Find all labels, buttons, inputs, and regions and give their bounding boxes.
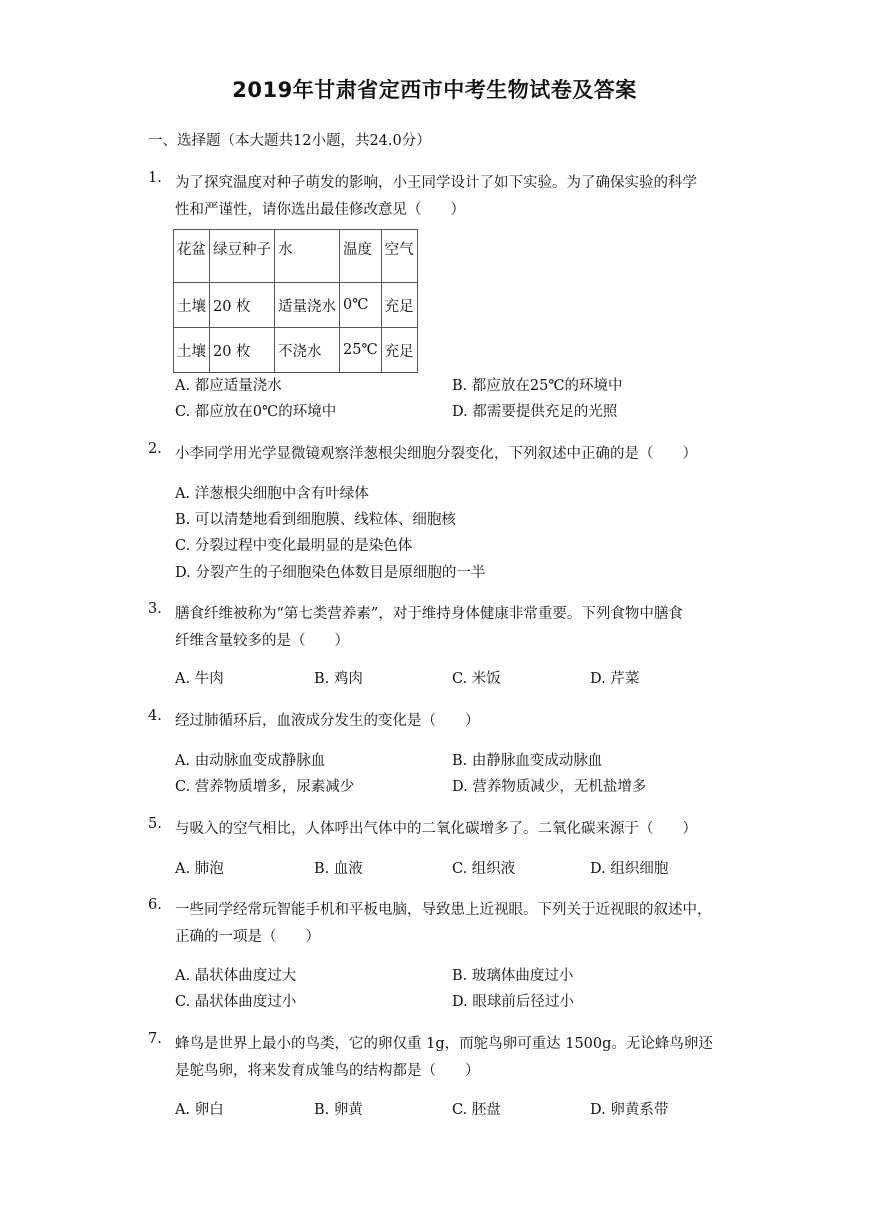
table-cell: 适量浇水 — [275, 283, 340, 328]
question-text-line: 是鸵鸟卵，将来发育成雏鸟的结构都是（ ） — [175, 1063, 480, 1079]
table-cell: 20 枚 — [210, 328, 275, 373]
option-d: D. 卵黄系带 — [590, 1102, 669, 1118]
option-d: D. 眼球前后径过小 — [452, 994, 574, 1010]
question-text-line: 与吸入的空气相比，人体呼出气体中的二氧化碳增多了。二氧化碳来源于（ ） — [175, 821, 697, 837]
option-b: B. 玻璃体曲度过小 — [452, 968, 574, 984]
option-a: A. 卵白 — [175, 1102, 224, 1118]
question-4 — [148, 708, 738, 735]
table-row — [174, 283, 418, 328]
option-c: C. 都应放在0℃的环境中 — [175, 404, 337, 420]
question-text-line: 蜂鸟是世界上最小的鸟类，它的卵仅重 1g，而鸵鸟卵可重达 1500g。无论蜂鸟卵还 — [175, 1036, 713, 1052]
question-text-line: 性和严谨性，请你选出最佳修改意见（ ） — [175, 202, 465, 218]
question-text-line: 正确的一项是（ ） — [175, 929, 320, 945]
option-c: C. 胚盘 — [452, 1102, 501, 1118]
option-c: C. 组织液 — [452, 861, 516, 877]
table-header-cell: 温度 — [340, 230, 382, 283]
option-b: B. 卵黄 — [314, 1102, 363, 1118]
option-b: B. 由静脉血变成动脉血 — [452, 753, 603, 769]
table-cell: 25℃ — [340, 328, 382, 373]
option-b: B. 都应放在25℃的环境中 — [452, 378, 623, 394]
section-heading: 一、选择题（本大题共12小题，共24.0分） — [148, 133, 431, 149]
option-c: C. 营养物质增多，尿素减少 — [175, 779, 355, 795]
question-number: 5. — [148, 816, 162, 832]
question-5 — [148, 816, 738, 843]
option-d: D. 都需要提供充足的光照 — [452, 404, 618, 420]
table-cell: 0℃ — [340, 283, 382, 328]
question-number: 4. — [148, 708, 162, 724]
table-header-row — [174, 230, 418, 283]
option-a: A. 晶状体曲度过大 — [175, 968, 297, 984]
question-text-line: 经过肺循环后，血液成分发生的变化是（ ） — [175, 713, 480, 729]
table-cell: 充足 — [381, 283, 417, 328]
question-text-line: 小李同学用光学显微镜观察洋葱根尖细胞分裂变化，下列叙述中正确的是（ ） — [175, 446, 697, 462]
question-2 — [148, 441, 738, 468]
table-header-cell: 空气 — [381, 230, 417, 283]
option-a: A. 牛肉 — [175, 671, 224, 687]
table-cell: 土壤 — [174, 328, 210, 373]
table-cell: 不浇水 — [275, 328, 340, 373]
question-text-line: 为了探究温度对种子萌发的影响，小王同学设计了如下实验。为了确保实验的科学 — [175, 175, 697, 191]
question-number: 6. — [148, 897, 162, 913]
question-number: 3. — [148, 601, 162, 617]
table-header-cell: 花盆 — [174, 230, 210, 283]
question-number: 2. — [148, 441, 162, 457]
option-b: B. 血液 — [314, 861, 363, 877]
table-cell: 土壤 — [174, 283, 210, 328]
exam-title: 2019年甘肃省定西市中考生物试卷及答案 — [232, 78, 637, 102]
question-1 — [148, 170, 738, 224]
question-text-line: 纤维含量较多的是（ ） — [175, 633, 349, 649]
option-a: A. 都应适量浇水 — [175, 378, 282, 394]
table-header-cell: 绿豆种子 — [210, 230, 275, 283]
option-c: C. 米饭 — [452, 671, 501, 687]
option-a: A. 由动脉血变成静脉血 — [175, 753, 326, 769]
question-number: 1. — [148, 170, 162, 186]
option-b: B. 可以清楚地看到细胞膜、线粒体、细胞核 — [175, 512, 456, 528]
option-b: B. 鸡肉 — [314, 671, 363, 687]
option-d: D. 组织细胞 — [590, 861, 669, 877]
option-d: D. 芹菜 — [590, 671, 640, 687]
question-6 — [148, 897, 738, 951]
experiment-table — [173, 229, 418, 373]
table-cell: 20 枚 — [210, 283, 275, 328]
question-7 — [148, 1031, 738, 1085]
question-number: 7. — [148, 1031, 162, 1047]
option-c: C. 分裂过程中变化最明显的是染色体 — [175, 538, 413, 554]
option-c: C. 晶状体曲度过小 — [175, 994, 297, 1010]
question-3 — [148, 601, 738, 655]
table-row — [174, 328, 418, 373]
table-cell: 充足 — [381, 328, 417, 373]
question-text-line: 一些同学经常玩智能手机和平板电脑，导致患上近视眼。下列关于近视眼的叙述中， — [175, 902, 712, 918]
question-text-line: 膳食纤维被称为“第七类营养素”，对于维持身体健康非常重要。下列食物中膳食 — [175, 606, 683, 622]
option-a: A. 肺泡 — [175, 861, 224, 877]
option-d: D. 分裂产生的子细胞染色体数目是原细胞的一半 — [175, 565, 486, 581]
option-a: A. 洋葱根尖细胞中含有叶绿体 — [175, 486, 369, 502]
table-header-cell: 水 — [275, 230, 340, 283]
option-d: D. 营养物质减少，无机盐增多 — [452, 779, 647, 795]
